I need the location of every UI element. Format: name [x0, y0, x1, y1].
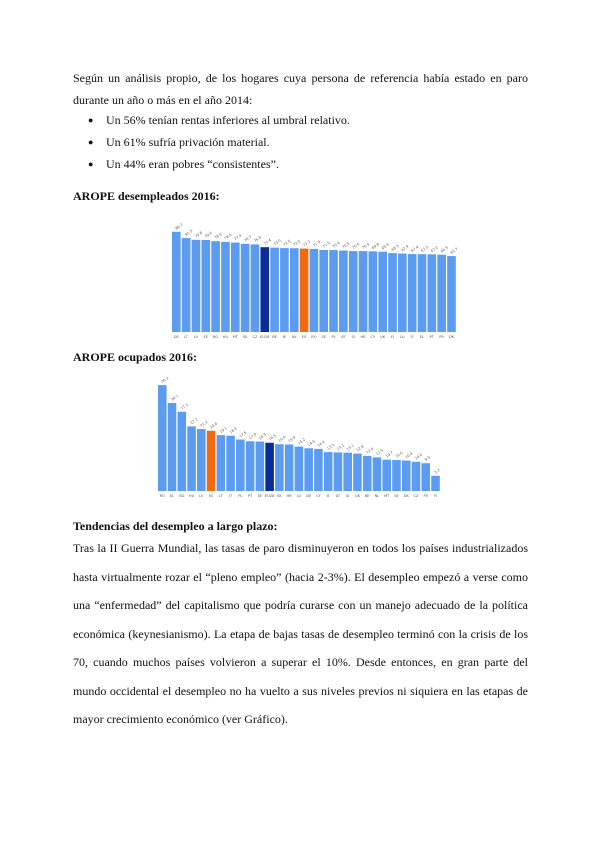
value-label: 16.9 [258, 432, 268, 441]
value-label: 70.0 [361, 242, 371, 250]
value-label: 10.0 [414, 452, 424, 461]
category-label: PT [247, 494, 253, 498]
value-label: 81.3 [184, 228, 194, 237]
category-label: DK [448, 335, 455, 339]
section-heading-arope-employed: AROPE ocupados 2016: [73, 350, 198, 364]
value-label: 15.2 [297, 437, 307, 446]
category-label: DK [403, 494, 409, 498]
bullet-item: ● Un 61% sufría privación material. [88, 131, 350, 153]
bar-uk [353, 454, 362, 491]
value-label: 71.0 [322, 240, 331, 249]
bar-es [300, 249, 309, 332]
bar-si [343, 453, 352, 491]
value-label: 36.2 [160, 376, 170, 384]
bar-lt [217, 435, 226, 491]
bar-ro [310, 249, 319, 332]
category-label: CZ [252, 335, 258, 339]
value-label: 10.6 [394, 450, 404, 459]
category-label: LT [218, 494, 223, 498]
category-label: CY [370, 335, 376, 339]
category-label: PL [238, 494, 243, 498]
bar-se [319, 250, 328, 332]
bar-nl [290, 248, 299, 332]
intro-paragraph [73, 67, 528, 111]
bar-de [304, 448, 313, 491]
paragraph-line: una “enfermedad” del capitalismo que podría curarse con un manejo adecuado de la política [73, 598, 528, 612]
bullet-item: ● Un 44% eran pobres “consistentes”. [88, 153, 350, 175]
category-label: HU [188, 494, 195, 498]
category-label: MT [384, 494, 390, 498]
bullet-list [88, 109, 350, 175]
bar-hr [285, 444, 294, 491]
category-label: SE [321, 335, 327, 339]
category-label: AT [341, 335, 346, 339]
value-label: 11.5 [375, 448, 385, 457]
value-label: 67.4 [410, 245, 420, 253]
value-label: 22.1 [189, 417, 199, 426]
bar-fr [421, 463, 430, 491]
value-label: 19.1 [219, 426, 228, 434]
intro-text: Según un análisis propio, de los hogares cuya persona de referencia había estado en paro durante un año o más en el año 2014: [73, 71, 528, 107]
value-label: 67.2 [430, 245, 439, 254]
paragraph-line: mayor crecimiento económico (ver Gráfico). [73, 712, 288, 726]
category-label: RO [311, 335, 317, 339]
bar-mt [231, 243, 240, 332]
value-label: 79.6 [204, 230, 213, 239]
category-label: LU [400, 335, 405, 339]
value-label: 12.8 [355, 444, 365, 453]
paragraph-line: Tras la II Guerra Mundial, las tasas de paro disminuyeron en todos los países industrializados [73, 541, 528, 555]
category-label: FI [390, 335, 395, 339]
bar-at [334, 452, 343, 491]
bar-cz [251, 244, 260, 332]
bar-bg [211, 241, 220, 332]
value-label: 30.1 [170, 393, 180, 402]
value-label: 73.4 [263, 238, 272, 246]
bar-el [168, 403, 177, 491]
value-label: 20.6 [209, 421, 219, 430]
bar-lu [295, 447, 304, 491]
category-label: NL [374, 494, 380, 498]
category-label: MT [232, 335, 238, 339]
value-label: 75.8 [253, 235, 263, 244]
value-label: 76.3 [243, 234, 253, 243]
paragraph-line: económica (keynesianismo). La etapa de bajas tasas de desempleo terminó con la crisis de los [73, 626, 528, 641]
section-heading-unemployment-trends: Tendencias del desempleo a largo plazo: [73, 519, 278, 533]
bar-lt [182, 238, 191, 332]
value-label: 79.8 [194, 230, 204, 239]
bar-ee [256, 442, 265, 491]
value-label: 14.4 [316, 439, 326, 448]
value-label: 69.8 [371, 242, 381, 251]
category-label: UK [354, 494, 360, 498]
bar-pt [246, 441, 255, 491]
bar-hr [359, 251, 368, 332]
value-label: 16.0 [277, 435, 287, 444]
value-label: 10.7 [385, 450, 394, 459]
category-label: EE [257, 494, 263, 498]
value-label: 18.9 [228, 426, 238, 435]
category-label: HR [286, 494, 292, 498]
arope-unemployed-chart [172, 222, 459, 344]
value-label: 21.2 [199, 419, 209, 428]
bar-cy [314, 449, 323, 491]
category-label: BE [272, 335, 277, 339]
bar-de [172, 232, 181, 332]
value-label: 13.1 [345, 443, 355, 452]
value-label: 70.0 [351, 242, 361, 250]
category-label: HR [360, 335, 366, 339]
value-label: 10.4 [404, 451, 414, 460]
category-label: EU28 [264, 494, 275, 498]
category-label: EL [419, 335, 425, 339]
bullet-item: ● Un 56% tenían rentas inferiores al umbral relativo. [88, 109, 350, 131]
category-label: FI [433, 494, 438, 498]
bar-dk [447, 256, 456, 332]
bar-uk [378, 252, 387, 332]
category-label: LV [193, 335, 199, 339]
value-label: 66.9 [439, 245, 449, 254]
bar-ee [201, 240, 210, 332]
bar-se [392, 460, 401, 491]
category-label: ES [208, 494, 214, 498]
bar-hu [221, 242, 230, 332]
bar-at [339, 251, 348, 332]
value-label: 70.5 [341, 241, 351, 250]
category-label: SK [242, 335, 248, 339]
value-label: 65.7 [449, 247, 459, 255]
bar-es [207, 431, 216, 491]
category-label: HU [222, 335, 229, 339]
bar-sk [241, 244, 250, 332]
category-label: AT [335, 494, 341, 498]
paragraph-line: 70, cuando muchos países volvieron a superar el 10%. Desde entonces, en gran parte del [73, 655, 528, 669]
value-label: 78.0 [223, 232, 233, 241]
bar-cy [369, 251, 378, 332]
value-label: 71.9 [312, 239, 322, 248]
value-label: 27.1 [180, 402, 189, 411]
value-label: 67.9 [400, 244, 410, 253]
value-label: 13.2 [336, 443, 346, 452]
category-label: IE [326, 494, 330, 498]
category-label: EU28 [260, 335, 270, 339]
value-label: 67.3 [420, 245, 430, 254]
value-label: 13.3 [326, 443, 336, 451]
category-label: EE [203, 335, 209, 339]
category-label: RO [159, 494, 165, 498]
category-label: IT [410, 335, 414, 339]
value-label: 72.6 [282, 239, 292, 247]
value-label: 72.2 [302, 239, 312, 248]
category-label: LT [184, 335, 188, 339]
bar-eu28 [265, 443, 274, 491]
category-label: CY [316, 494, 321, 498]
value-label: 70.9 [331, 241, 341, 249]
category-label: LU [296, 494, 302, 498]
bar-it [226, 436, 235, 491]
category-label: NL [291, 335, 297, 339]
value-label: 68.3 [390, 244, 400, 252]
category-label: SK [277, 494, 282, 498]
category-label: IT [228, 494, 233, 498]
bar-dk [402, 461, 411, 491]
bar-pl [236, 440, 245, 491]
value-label: 16.5 [267, 433, 277, 442]
category-label: SI [351, 335, 355, 339]
bar-be [270, 248, 279, 332]
category-label: FR [423, 494, 429, 498]
category-label: LV [199, 494, 204, 498]
bar-be [363, 456, 372, 491]
category-label: DE [173, 335, 179, 339]
category-label: EL [169, 494, 175, 498]
bar-bg [178, 412, 187, 491]
value-label: 78.6 [213, 232, 223, 240]
arope-employed-chart [158, 368, 441, 500]
bar-pt [428, 254, 437, 332]
bar-cz [412, 462, 421, 491]
category-label: IE [282, 335, 287, 339]
bar-nl [373, 457, 382, 491]
category-label: BG [179, 494, 185, 498]
value-label: 86.7 [174, 222, 184, 231]
value-label: 5.2 [433, 468, 441, 475]
bar-fi [388, 253, 397, 332]
bar-sk [275, 444, 284, 491]
value-label: 9.5 [424, 455, 432, 463]
bar-mt [382, 460, 391, 491]
bar-ro [158, 385, 167, 491]
bar-el [418, 254, 427, 332]
category-label: PL [331, 335, 336, 339]
bar-fi [431, 476, 440, 491]
category-label: DE [306, 494, 312, 498]
trends-paragraph [73, 534, 528, 734]
category-label: BE [364, 494, 370, 498]
bar-it [408, 254, 417, 332]
value-label: 14.6 [306, 439, 316, 448]
category-label: PT [429, 335, 435, 339]
category-label: SI [346, 494, 350, 498]
bar-ie [280, 248, 289, 332]
category-label: BG [213, 335, 219, 339]
value-label: 73.0 [272, 238, 282, 247]
bar-ie [324, 452, 333, 491]
category-label: SE [394, 494, 399, 498]
category-label: CZ [413, 494, 419, 498]
value-label: 12.0 [365, 446, 375, 455]
value-label: 17.0 [248, 432, 258, 441]
value-label: 15.9 [287, 435, 297, 444]
bar-pl [329, 250, 338, 332]
paragraph-line: mundo occidental el desempleo no ha vuelto a sus niveles previos ni siquiera en las etapas de [73, 683, 528, 698]
bar-lv [192, 240, 201, 332]
bar-lu [398, 254, 407, 332]
value-label: 69.5 [380, 242, 390, 251]
bar-lv [197, 429, 206, 491]
value-label: 77.4 [233, 233, 243, 242]
category-label: ES [301, 335, 307, 339]
paragraph-line: hasta virtualmente rozar el “pleno empleo” (hacia 2-3%). El desempleo empezó a verse como [73, 569, 528, 584]
bar-fr [437, 255, 446, 332]
category-label: UK [380, 335, 386, 339]
bar-si [349, 251, 358, 332]
value-label: 72.5 [292, 239, 302, 248]
section-heading-arope-unemployed: AROPE desempleados 2016: [73, 189, 220, 203]
bar-eu28 [260, 247, 269, 332]
category-label: FR [439, 335, 444, 339]
value-label: 17.6 [238, 430, 248, 439]
bar-hu [187, 426, 196, 491]
